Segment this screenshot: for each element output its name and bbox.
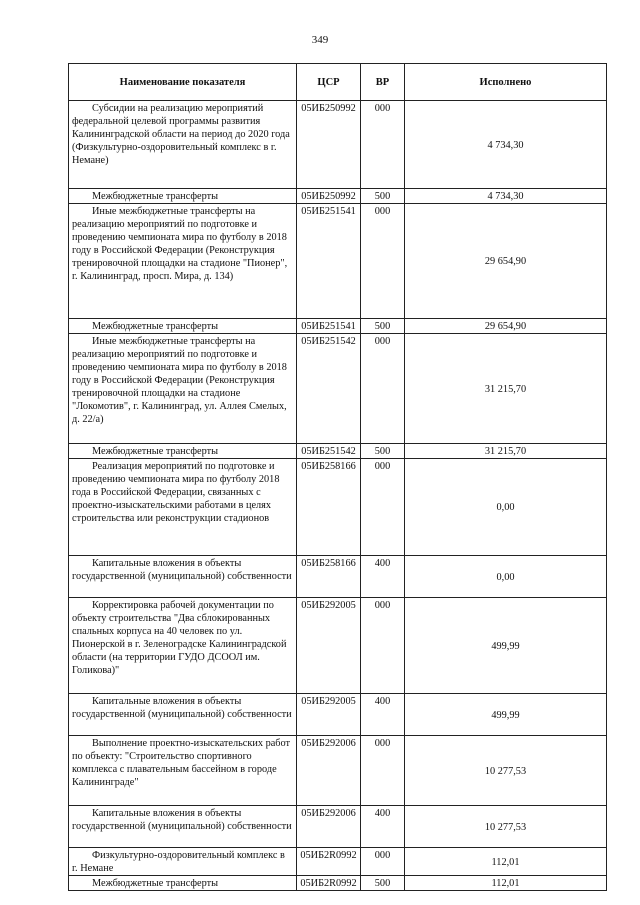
row-csr: 05ИБ251542 [297,334,361,444]
row-csr: 05ИБ251541 [297,204,361,319]
row-csr: 05ИБ250992 [297,189,361,204]
row-name: Субсидии на реализацию мероприятий федеральной целевой программы развития Калининградской области на период до 2020 года (Физкультурно-оздоровительный комплекс в г. Немане) [69,101,297,189]
row-value: 4 734,30 [405,189,607,204]
row-value: 112,01 [405,848,607,876]
row-vr: 400 [361,694,405,736]
row-csr: 05ИБ258166 [297,556,361,598]
row-csr: 05ИБ2R0992 [297,848,361,876]
header-name: Наименование показателя [69,64,297,101]
row-value: 10 277,53 [405,736,607,806]
row-vr: 000 [361,848,405,876]
row-vr: 500 [361,189,405,204]
row-csr: 05ИБ292005 [297,598,361,694]
row-value: 0,00 [405,459,607,556]
row-vr: 000 [361,598,405,694]
row-value: 10 277,53 [405,806,607,848]
row-csr: 05ИБ251542 [297,444,361,459]
table-row [69,598,607,694]
row-vr: 000 [361,334,405,444]
row-name: Капитальные вложения в объекты государственной (муниципальной) собственности [69,694,297,736]
header-csr: ЦСР [297,64,361,101]
row-name: Физкультурно-оздоровительный комплекс в г. Немане [69,848,297,876]
table-row [69,556,607,598]
table-row [69,736,607,806]
header-vr: ВР [361,64,405,101]
row-value: 31 215,70 [405,334,607,444]
table-row [69,848,607,876]
row-vr: 400 [361,806,405,848]
row-value: 112,01 [405,876,607,891]
row-name: Выполнение проектно-изыскательских работ по объекту: "Строительство спортивного комплекса с плавательным бассейном в городе Калининграде" [69,736,297,806]
row-csr: 05ИБ251541 [297,319,361,334]
table-header-row [69,64,607,101]
row-name: Межбюджетные трансферты [69,444,297,459]
row-vr: 000 [361,736,405,806]
row-value: 499,99 [405,694,607,736]
table-row [69,334,607,444]
row-value: 29 654,90 [405,319,607,334]
row-name: Иные межбюджетные трансферты на реализацию мероприятий по подготовке и проведению чемпионата мира по футболу в 2018 году в Российской Федерации (Реконструкция тренировочной площадки на стадионе "Пионер", г. Калининград, просп. Мира, д. 134) [69,204,297,319]
row-csr: 05ИБ258166 [297,459,361,556]
row-csr: 05ИБ292005 [297,694,361,736]
row-csr: 05ИБ292006 [297,806,361,848]
row-vr: 000 [361,204,405,319]
row-value: 29 654,90 [405,204,607,319]
row-vr: 500 [361,876,405,891]
row-vr: 000 [361,459,405,556]
header-executed: Исполнено [405,64,607,101]
row-vr: 400 [361,556,405,598]
row-name: Капитальные вложения в объекты государственной (муниципальной) собственности [69,806,297,848]
row-vr: 500 [361,444,405,459]
row-csr: 05ИБ292006 [297,736,361,806]
row-name: Иные межбюджетные трансферты на реализацию мероприятий по подготовке и проведению чемпионата мира по футболу в 2018 году в Российской Федерации (Реконструкция тренировочной площадки на стадионе "Локомотив", г. Калининград, ул. Аллея Смелых, д. 22/а) [69,334,297,444]
page-number: 349 [311,34,329,46]
table-row [69,459,607,556]
row-csr: 05ИБ2R0992 [297,876,361,891]
budget-table [68,63,607,891]
row-name: Межбюджетные трансферты [69,876,297,891]
row-name: Корректировка рабочей документации по объекту строительства "Два сблокированных спальных корпуса на 40 человек по ул. Пионерской в г. Зеленоградске Калининградской области (на территории ГУДО ДСООЛ им. Голикова)" [69,598,297,694]
row-vr: 500 [361,319,405,334]
table-row [69,694,607,736]
row-value: 499,99 [405,598,607,694]
table-row [69,204,607,319]
table-row [69,189,607,204]
row-value: 0,00 [405,556,607,598]
row-name: Межбюджетные трансферты [69,319,297,334]
row-value: 31 215,70 [405,444,607,459]
table-row [69,319,607,334]
table-row [69,876,607,891]
row-name: Реализация мероприятий по подготовке и проведению чемпионата мира по футболу 2018 года в Российской Федерации, связанных с проектно-изыскательскими работами в целях строительства или реконструкции стадионов [69,459,297,556]
row-vr: 000 [361,101,405,189]
row-csr: 05ИБ250992 [297,101,361,189]
table-row [69,444,607,459]
row-name: Капитальные вложения в объекты государственной (муниципальной) собственности [69,556,297,598]
row-value: 4 734,30 [405,101,607,189]
row-name: Межбюджетные трансферты [69,189,297,204]
table-row [69,101,607,189]
table-row [69,806,607,848]
